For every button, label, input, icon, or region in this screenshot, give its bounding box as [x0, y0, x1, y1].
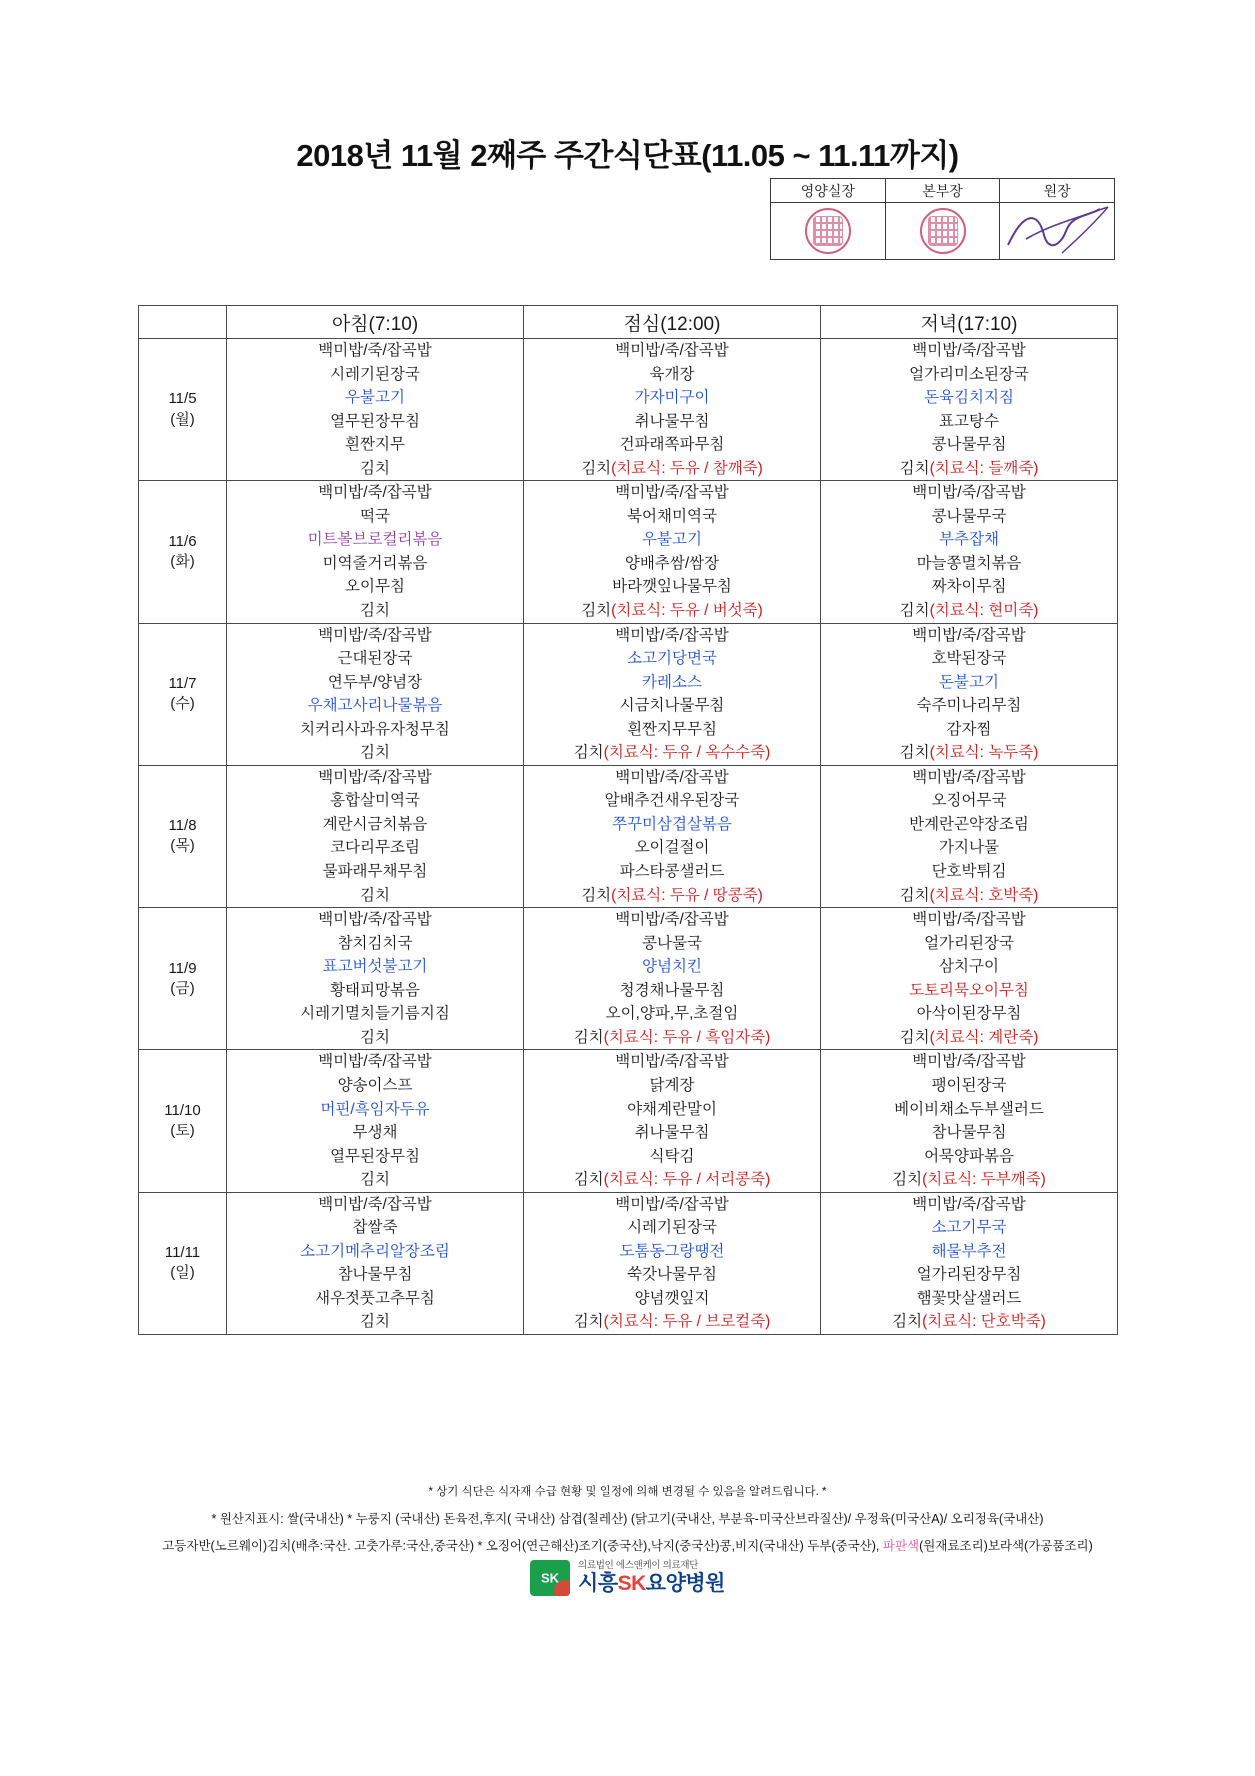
table-row: [139, 1192, 1118, 1334]
logo-title-post: 요양병원: [645, 1571, 725, 1595]
lunch-cell: [524, 339, 821, 481]
seal-stamp-icon: [920, 208, 966, 254]
therapeutic-diet-note: (치료식: 두유 / 옥수수죽): [603, 744, 771, 762]
logo-subtitle: 의료법인 에스앤케이 의료재단: [578, 1560, 699, 1572]
menu-item: 북어채미역국: [627, 507, 717, 525]
menu-item: [524, 1168, 820, 1192]
menu-item: 닭계장: [649, 1076, 695, 1094]
menu-item: 오이무침: [345, 578, 405, 596]
menu-item: 식탁김: [649, 1147, 695, 1165]
menu-item: 백미밥/죽/잡곡밥: [912, 342, 1026, 359]
menu-item: 김치: [360, 744, 390, 762]
menu-item: 김치: [360, 1028, 390, 1046]
row-date: 11/9: [168, 959, 197, 977]
menu-item: [821, 1310, 1117, 1334]
menu-item: 백미밥/죽/잡곡밥: [912, 911, 1026, 929]
row-date: 11/10: [164, 1101, 201, 1119]
menu-item: 짜차이무침: [931, 578, 1007, 596]
menu-item: 홍합살미역국: [330, 792, 420, 810]
menu-item: 김치: [360, 1171, 390, 1189]
row-weekday: (금): [170, 979, 195, 997]
approval-stamp-area: [771, 203, 885, 259]
menu-item: 시레기된장국: [330, 365, 420, 383]
menu-item: 백미밥/죽/잡곡밥: [615, 1195, 729, 1213]
row-weekday: (목): [170, 837, 195, 855]
menu-item: 시레기된장국: [627, 1219, 717, 1237]
menu-item: 우불고기: [642, 531, 702, 549]
logo-title: [578, 1572, 725, 1595]
header-date: [139, 306, 227, 339]
row-weekday: (화): [170, 552, 195, 570]
menu-item: 백미밥/죽/잡곡밥: [318, 626, 432, 644]
lunch-cell: [524, 765, 821, 907]
menu-item: 얼가리미소된장국: [909, 365, 1029, 383]
menu-item: 김치: [360, 459, 390, 477]
breakfast-cell: [227, 765, 524, 907]
menu-item: 청경채나물무침: [619, 981, 725, 999]
dinner-cell: [821, 765, 1118, 907]
menu-item: 열무된장무침: [330, 1147, 420, 1165]
menu-item: 참치김치국: [337, 934, 413, 952]
page-title: 2018년 11월 2째주 주간식단표(11.05 ~ 11.11까지): [296, 138, 959, 173]
therapeutic-diet-note: (치료식: 계란죽): [929, 1028, 1039, 1046]
therapeutic-diet-note: (치료식: 두부깨죽): [922, 1171, 1046, 1189]
therapeutic-diet-note: (치료식: 두유 / 서리콩죽): [603, 1171, 771, 1189]
menu-item: 황태피망볶음: [330, 981, 420, 999]
menu-item: 물파래무채무침: [322, 863, 428, 881]
footnote-origin-2-pre: 고등자반(노르웨이)김치(배추:국산. 고춧가루:국산,중국산) * 오징어(연근해산)조기(중국산),낙지(중국산)콩,비지(국내산) 두부(중국산),: [162, 1539, 883, 1553]
menu-item: 치커리사과유자청무침: [300, 720, 450, 738]
menu-item: 계란시금치볶음: [322, 815, 428, 833]
table-body: [139, 339, 1118, 1335]
approval-box: [770, 178, 1115, 260]
menu-item: 얼가리된장무침: [916, 1266, 1022, 1284]
sk-logo-icon: [530, 1560, 570, 1596]
menu-item: 파스타콩샐러드: [619, 863, 725, 881]
menu-item: 취나물무침: [634, 412, 710, 430]
footnote-change-notice: * 상기 식단은 식자재 수급 현황 및 일정에 의해 변경될 수 있음을 알려드립니다. *: [428, 1486, 827, 1498]
row-date: 11/5: [168, 390, 197, 408]
menu-item: 바라깻잎나물무침: [612, 578, 732, 596]
menu-item: 오징어무국: [931, 792, 1007, 810]
menu-item: 시레기멸치들기름지짐: [300, 1005, 450, 1023]
menu-item: [821, 1026, 1117, 1050]
therapeutic-diet-note: (치료식: 두유 / 참깨죽): [611, 459, 763, 477]
table-row: [139, 1050, 1118, 1192]
approval-col-director: [1000, 179, 1114, 259]
breakfast-cell: [227, 623, 524, 765]
therapeutic-diet-note: (치료식: 두유 / 땅콩죽): [611, 886, 763, 904]
menu-item: 소고기무국: [931, 1219, 1007, 1237]
row-weekday: (수): [170, 695, 195, 713]
menu-item: 취나물무침: [634, 1124, 710, 1142]
menu-item: 백미밥/죽/잡곡밥: [615, 484, 729, 502]
menu-item: 알배추건새우된장국: [604, 792, 740, 810]
menu-item: 흰짠지무무침: [627, 720, 717, 738]
menu-item-label: 김치: [581, 459, 612, 477]
menu-item: 단호박튀김: [931, 863, 1007, 881]
dinner-cell: [821, 1050, 1118, 1192]
logo-text: [578, 1561, 725, 1595]
menu-item: 양념깻잎지: [634, 1289, 710, 1307]
menu-item-label: 김치: [573, 1313, 604, 1331]
menu-item: 우불고기: [345, 389, 405, 407]
menu-item: 백미밥/죽/잡곡밥: [912, 626, 1026, 644]
dinner-cell: [821, 908, 1118, 1050]
menu-item-label: 김치: [899, 886, 930, 904]
menu-item: 백미밥/죽/잡곡밥: [318, 911, 432, 929]
menu-item: 콩나물국: [642, 934, 702, 952]
menu-item: [524, 457, 820, 481]
menu-item: 백미밥/죽/잡곡밥: [318, 342, 432, 359]
approval-stamp-area: [886, 203, 1000, 259]
therapeutic-diet-note: (치료식: 호박죽): [929, 886, 1039, 904]
breakfast-cell: [227, 1050, 524, 1192]
menu-item: [821, 884, 1117, 908]
dinner-cell: [821, 623, 1118, 765]
menu-item: 부추잡채: [939, 531, 999, 549]
header-lunch: 점심(12:00): [524, 306, 821, 339]
menu-item: 반계란곤약장조림: [909, 815, 1029, 833]
menu-item: 백미밥/죽/잡곡밥: [615, 768, 729, 786]
menu-item: 감자찜: [946, 720, 992, 738]
menu-item: 가자미구이: [634, 389, 710, 407]
menu-item: 삼치구이: [939, 958, 999, 976]
menu-item: 미트볼브로컬리볶음: [307, 531, 443, 549]
menu-item: [524, 884, 820, 908]
signature-icon: [1004, 205, 1112, 259]
menu-item: [524, 1026, 820, 1050]
menu-item: 백미밥/죽/잡곡밥: [912, 484, 1026, 502]
menu-item: 미역줄거리볶음: [322, 554, 428, 572]
menu-item-label: 김치: [573, 1171, 604, 1189]
table-row: [139, 765, 1118, 907]
row-weekday: (일): [170, 1264, 195, 1282]
menu-item: 찹쌀죽: [352, 1219, 398, 1237]
menu-item: 돈육김치지짐: [924, 389, 1014, 407]
menu-item-label: 김치: [581, 602, 612, 620]
menu-item-label: 김치: [899, 1028, 930, 1046]
menu-item: 양배추쌈/쌈장: [624, 554, 720, 572]
menu-item: 도톰동그랑땡전: [619, 1242, 725, 1260]
menu-item-label: 김치: [573, 744, 604, 762]
menu-item: 마늘쫑멸치볶음: [916, 554, 1022, 572]
row-date: 11/8: [168, 817, 197, 835]
menu-item: 표고탕수: [939, 412, 999, 430]
menu-item-label: 김치: [892, 1313, 923, 1331]
row-date-cell: [139, 623, 227, 765]
therapeutic-diet-note: (치료식: 녹두죽): [929, 744, 1039, 762]
row-date: 11/6: [168, 532, 197, 550]
approval-signature-area: [1000, 203, 1114, 259]
menu-item: 어묵양파볶음: [924, 1147, 1014, 1165]
menu-item: 도토리묵오이무침: [909, 981, 1029, 999]
menu-item: 김치: [360, 886, 390, 904]
footnote-origin-1: * 원산지표시: 쌀(국내산) * 누룽지 (국내산) 돈육전,후지( 국내산) 삼겹(칠레산) (닭고기(국내산, 부분육-미국산브라질산)/ 우정육(미국산A)/ 오리정육(국내산): [211, 1512, 1044, 1526]
breakfast-cell: [227, 481, 524, 623]
menu-item: 시금치나물무침: [619, 697, 725, 715]
menu-item: 근대된장국: [337, 650, 413, 668]
lunch-cell: [524, 481, 821, 623]
approval-header-label: 본부장: [886, 179, 1000, 203]
approval-header-label: 원장: [1000, 179, 1114, 203]
menu-item: 연두부/양념장: [327, 673, 423, 691]
menu-item: 백미밥/죽/잡곡밥: [912, 1195, 1026, 1213]
menu-item: 참나물무침: [337, 1266, 413, 1284]
table-row: [139, 908, 1118, 1050]
row-date-cell: [139, 481, 227, 623]
therapeutic-diet-note: (치료식: 두유 / 버섯죽): [611, 602, 763, 620]
menu-item: 백미밥/죽/잡곡밥: [318, 768, 432, 786]
menu-item: 숙주미나리무침: [916, 697, 1022, 715]
table-row: [139, 623, 1118, 765]
approval-col-headquarters: [886, 179, 1001, 259]
footnote-origin-2-highlight: 파판색: [882, 1539, 920, 1553]
therapeutic-diet-note: (치료식: 현미죽): [929, 602, 1039, 620]
menu-item: [821, 599, 1117, 623]
menu-item: 열무된장무침: [330, 412, 420, 430]
row-date: 11/11: [164, 1244, 201, 1262]
menu-item: [821, 1168, 1117, 1192]
logo-title-pre: 시흥: [578, 1571, 618, 1595]
breakfast-cell: [227, 339, 524, 481]
row-date-cell: [139, 908, 227, 1050]
menu-item-label: 김치: [899, 459, 930, 477]
menu-item: 돈불고기: [939, 673, 999, 691]
lunch-cell: [524, 623, 821, 765]
menu-item: 백미밥/죽/잡곡밥: [615, 342, 729, 359]
menu-item: 백미밥/죽/잡곡밥: [318, 484, 432, 502]
menu-item: [524, 599, 820, 623]
menu-item: 김치: [360, 1313, 390, 1331]
menu-item-label: 김치: [573, 1028, 604, 1046]
therapeutic-diet-note: (치료식: 두유 / 흑임자죽): [603, 1028, 771, 1046]
menu-item: 백미밥/죽/잡곡밥: [318, 1053, 432, 1071]
menu-item: 백미밥/죽/잡곡밥: [912, 1053, 1026, 1071]
menu-item: 야채계란말이: [627, 1100, 717, 1118]
menu-item: 김치: [360, 602, 390, 620]
approval-header-label: 영양실장: [771, 179, 885, 203]
row-date-cell: [139, 765, 227, 907]
menu-item: 백미밥/죽/잡곡밥: [615, 1053, 729, 1071]
menu-item-label: 김치: [899, 744, 930, 762]
menu-item: 코다리무조림: [330, 839, 420, 857]
row-date-cell: [139, 339, 227, 481]
menu-item: 새우젓풋고추무침: [315, 1289, 435, 1307]
menu-item: 호박된장국: [931, 650, 1007, 668]
menu-item: [524, 1310, 820, 1334]
menu-item: 백미밥/죽/잡곡밥: [318, 1195, 432, 1213]
row-date-cell: [139, 1192, 227, 1334]
menu-item: [821, 457, 1117, 481]
header-breakfast: 아침(7:10): [227, 306, 524, 339]
menu-item: 참나물무침: [931, 1124, 1007, 1142]
menu-item: 가지나물: [939, 839, 999, 857]
menu-item: 흰짠지무: [345, 436, 405, 454]
menu-item-label: 김치: [581, 886, 612, 904]
menu-item: 양송이스프: [337, 1076, 413, 1094]
menu-item: 해물부추전: [931, 1242, 1007, 1260]
menu-item: 양념치킨: [642, 958, 702, 976]
menu-item: 아삭이된장무침: [916, 1005, 1022, 1023]
approval-header-row: [771, 179, 1114, 259]
menu-item-label: 김치: [899, 602, 930, 620]
row-weekday: (월): [170, 410, 195, 428]
menu-item: 얼가리된장국: [924, 934, 1014, 952]
dinner-cell: [821, 1192, 1118, 1334]
menu-item: 콩나물무침: [931, 436, 1007, 454]
menu-item: [524, 741, 820, 765]
logo-title-sk: SK: [617, 1571, 646, 1595]
menu-item: 햄꽃맛살샐러드: [916, 1289, 1022, 1307]
table-header-row: [139, 306, 1118, 339]
menu-item: 육개장: [649, 365, 695, 383]
menu-item: 카레소스: [642, 673, 702, 691]
menu-item: 오이,양파,무,초절임: [605, 1005, 739, 1023]
footnote-origin-2-post: (원재료조리)보라색(가공품조리): [919, 1539, 1093, 1553]
menu-item: 머핀/흑임자두유: [320, 1100, 430, 1118]
hospital-logo: [0, 1560, 1255, 1596]
dinner-cell: [821, 481, 1118, 623]
dinner-cell: [821, 339, 1118, 481]
seal-stamp-icon: [805, 208, 851, 254]
table-row: [139, 339, 1118, 481]
menu-item: 쭈꾸미삼겹살볶음: [612, 815, 732, 833]
header-dinner: 저녁(17:10): [821, 306, 1118, 339]
menu-item: 우채고사리나물볶음: [307, 697, 443, 715]
footnote-origin-2: [0, 1536, 1255, 1554]
menu-item: 백미밥/죽/잡곡밥: [912, 768, 1026, 786]
menu-item: 오이걸절이: [634, 839, 710, 857]
menu-item: 건파래쪽파무침: [619, 436, 725, 454]
menu-item: 백미밥/죽/잡곡밥: [615, 911, 729, 929]
table-row: [139, 481, 1118, 623]
menu-item: 표고버섯불고기: [322, 958, 428, 976]
menu-item: 쑥갓나물무침: [627, 1266, 717, 1284]
menu-item: [821, 741, 1117, 765]
weekly-menu-table: [138, 305, 1118, 1335]
breakfast-cell: [227, 908, 524, 1050]
therapeutic-diet-note: (치료식: 들깨죽): [929, 459, 1039, 477]
menu-item: 베이비채소두부샐러드: [894, 1100, 1044, 1118]
lunch-cell: [524, 908, 821, 1050]
menu-item: 팽이된장국: [931, 1076, 1007, 1094]
lunch-cell: [524, 1192, 821, 1334]
menu-item: 소고기메추리알장조림: [300, 1242, 450, 1260]
row-date: 11/7: [168, 674, 197, 692]
therapeutic-diet-note: (치료식: 단호박죽): [922, 1313, 1046, 1331]
menu-item: 소고기당면국: [627, 650, 717, 668]
lunch-cell: [524, 1050, 821, 1192]
approval-col-nutrition: [771, 179, 886, 259]
menu-item: 떡국: [360, 507, 390, 525]
menu-item: 콩나물무국: [931, 507, 1007, 525]
row-weekday: (토): [170, 1122, 195, 1140]
menu-item-label: 김치: [892, 1171, 923, 1189]
row-date-cell: [139, 1050, 227, 1192]
menu-item: 무생채: [352, 1124, 398, 1142]
therapeutic-diet-note: (치료식: 두유 / 브로컬죽): [603, 1313, 771, 1331]
breakfast-cell: [227, 1192, 524, 1334]
menu-item: 백미밥/죽/잡곡밥: [615, 626, 729, 644]
